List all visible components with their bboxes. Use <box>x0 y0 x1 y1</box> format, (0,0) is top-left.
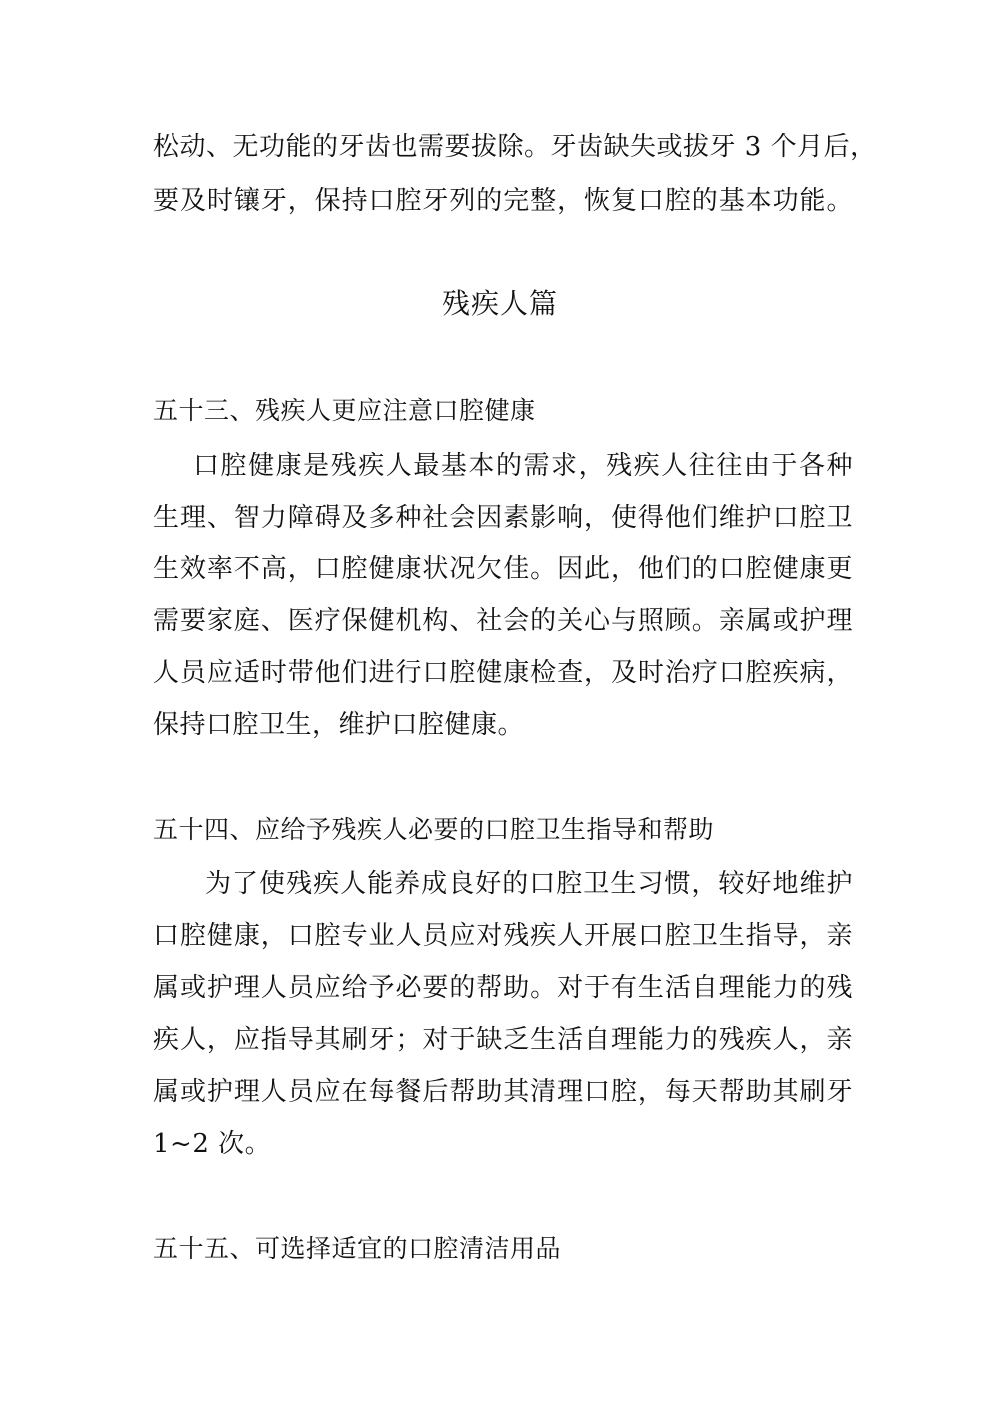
item-54-heading: 五十四、应给予残疾人必要的口腔卫生指导和帮助 <box>153 815 715 844</box>
item-53-line-4: 需要家庭、医疗保健机构、社会的关心与照顾。亲属或护理 <box>153 606 853 636</box>
item-54-line-6: 1~2 次。 <box>153 1129 272 1159</box>
item-54-line-2: 口腔健康，口腔专业人员应对残疾人开展口腔卫生指导，亲 <box>153 921 853 951</box>
item-53-line-2: 生理、智力障碍及多种社会因素影响，使得他们维护口腔卫 <box>153 503 853 533</box>
intro-line-1: 松动、无功能的牙齿也需要拔除。牙齿缺失或拔牙 3 个月后， <box>153 132 877 162</box>
item-53-line-5: 人员应适时带他们进行口腔健康检查，及时治疗口腔疾病， <box>153 658 853 688</box>
item-54-line-1: 为了使残疾人能养成良好的口腔卫生习惯，较好地维护 <box>205 869 853 899</box>
section-title: 残疾人篇 <box>441 287 558 320</box>
item-54-line-3: 属或护理人员应给予必要的帮助。对于有生活自理能力的残 <box>153 973 853 1003</box>
item-54-line-5: 属或护理人员应在每餐后帮助其清理口腔，每天帮助其刷牙 <box>153 1077 853 1107</box>
item-53-line-1: 口腔健康是残疾人最基本的需求，残疾人往往由于各种 <box>193 451 853 481</box>
intro-line-2: 要及时镶牙，保持口腔牙列的完整，恢复口腔的基本功能。 <box>153 186 853 216</box>
item-54-line-4: 疾人，应指导其刷牙；对于缺乏生活自理能力的残疾人，亲 <box>153 1025 853 1055</box>
item-53-line-3: 生效率不高，口腔健康状况欠佳。因此，他们的口腔健康更 <box>153 554 853 584</box>
item-55-heading: 五十五、可选择适宜的口腔清洁用品 <box>153 1234 562 1263</box>
item-53-line-6: 保持口腔卫生，维护口腔健康。 <box>153 710 525 740</box>
item-53-heading: 五十三、残疾人更应注意口腔健康 <box>153 396 536 425</box>
